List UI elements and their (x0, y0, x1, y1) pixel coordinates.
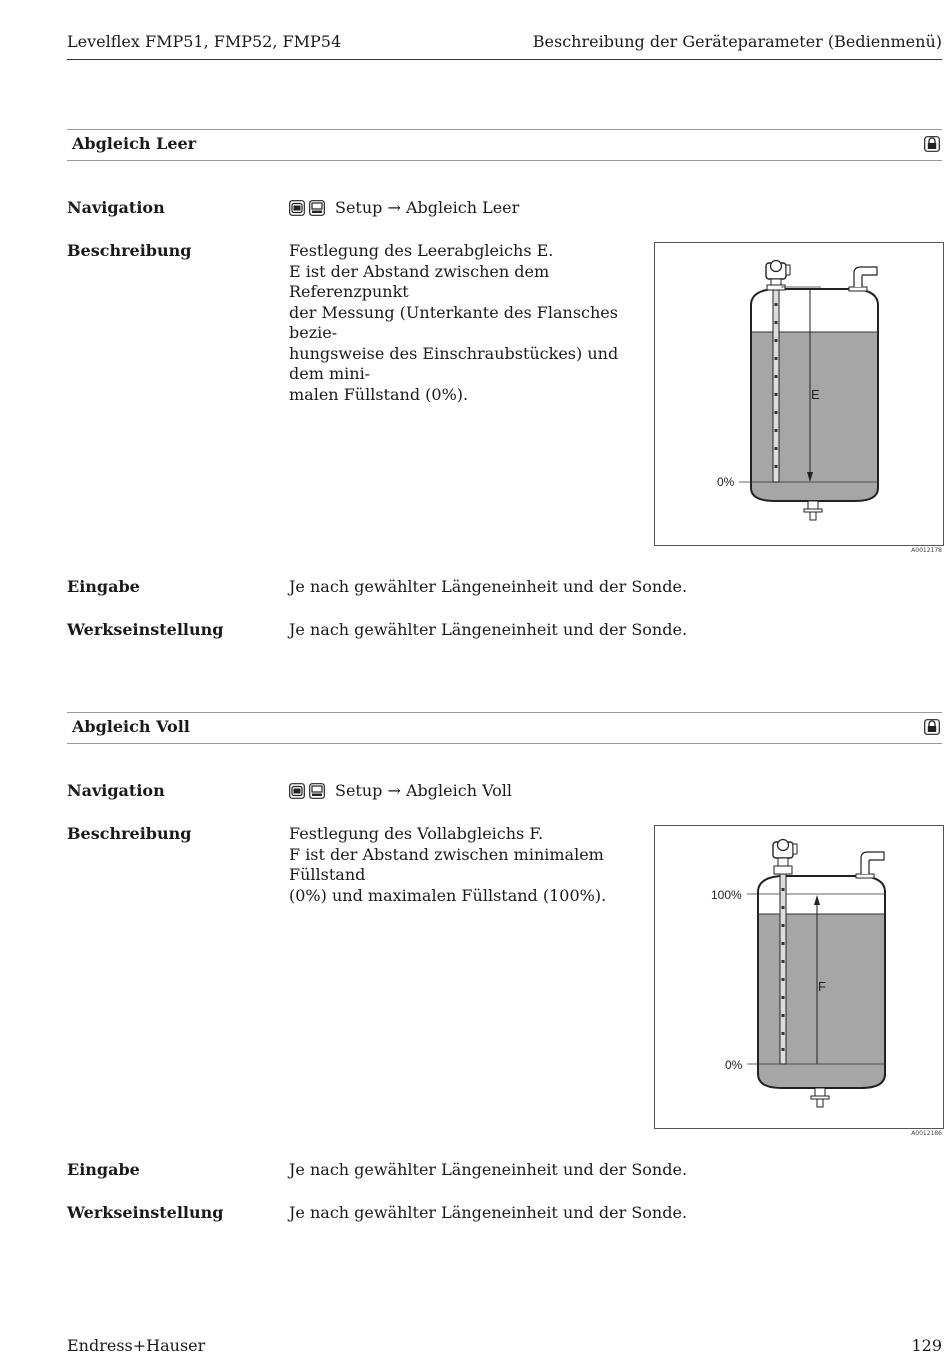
label-eingabe: Eingabe (67, 1160, 140, 1179)
tank-diagram (655, 243, 943, 545)
section-title: Abgleich Voll (72, 717, 190, 736)
label-werkseinstellung: Werkseinstellung (67, 1203, 224, 1222)
navigation-path-text: Setup → Abgleich Voll (335, 781, 513, 800)
navigation-path-text: Setup → Abgleich Leer (335, 198, 520, 217)
werkseinstellung-value: Je nach gewählter Längeneinheit und der Sonde. (289, 620, 688, 639)
lock-icon (924, 719, 940, 735)
header-product: Levelflex FMP51, FMP52, FMP54 (67, 32, 342, 51)
werkseinstellung-value: Je nach gewählter Längeneinheit und der Sonde. (289, 1203, 688, 1222)
figure-code: A0012186 (911, 1130, 942, 1137)
description-line: der Messung (Unterkante des Flansches bezie- (289, 302, 618, 342)
description-text (289, 824, 639, 906)
operating-tool-icon (289, 200, 305, 216)
figure-tank-empty-calibration (654, 242, 944, 546)
tank-diagram (655, 826, 943, 1128)
section-title: Abgleich Leer (72, 134, 197, 153)
dimension-label: E (811, 387, 820, 402)
operating-tool-icon (289, 783, 305, 799)
navigation-path (289, 781, 512, 802)
header-rule (67, 59, 942, 60)
label-eingabe: Eingabe (67, 577, 140, 596)
description-line: E ist der Abstand zwischen dem Referenzpunkt (289, 261, 550, 301)
display-icon (309, 783, 325, 799)
figure-tank-full-calibration (654, 825, 944, 1129)
description-line: (0%) und maximalen Füllstand (100%). (289, 885, 607, 905)
description-line: F ist der Abstand zwischen minimalem Füllstand (289, 844, 604, 884)
eingabe-value: Je nach gewählter Längeneinheit und der Sonde. (289, 1160, 688, 1179)
navigation-path (289, 198, 519, 219)
level-label: 0% (725, 1058, 743, 1072)
description-text (289, 241, 639, 405)
label-beschreibung: Beschreibung (67, 241, 192, 260)
header-chapter: Beschreibung der Geräteparameter (Bedienmenü) (532, 32, 942, 51)
description-line: hungsweise des Einschraubstückes) und dem mini- (289, 343, 619, 383)
description-line: malen Füllstand (0%). (289, 384, 469, 404)
lock-icon (924, 136, 940, 152)
dimension-label: F (818, 979, 826, 994)
top-level-label: 100% (711, 888, 742, 902)
label-navigation: Navigation (67, 198, 165, 217)
figure-code: A0012178 (911, 547, 942, 554)
eingabe-value: Je nach gewählter Längeneinheit und der Sonde. (289, 577, 688, 596)
footer-company: Endress+Hauser (67, 1336, 206, 1355)
description-line: Festlegung des Leerabgleichs E. (289, 241, 554, 260)
description-line: Festlegung des Vollabgleichs F. (289, 824, 544, 843)
level-label: 0% (717, 475, 735, 489)
display-icon (309, 200, 325, 216)
label-navigation: Navigation (67, 781, 165, 800)
label-werkseinstellung: Werkseinstellung (67, 620, 224, 639)
label-beschreibung: Beschreibung (67, 824, 192, 843)
page-number: 129 (911, 1336, 942, 1355)
section-header-abgleich-voll (67, 712, 942, 744)
section-header-abgleich-leer (67, 129, 942, 161)
